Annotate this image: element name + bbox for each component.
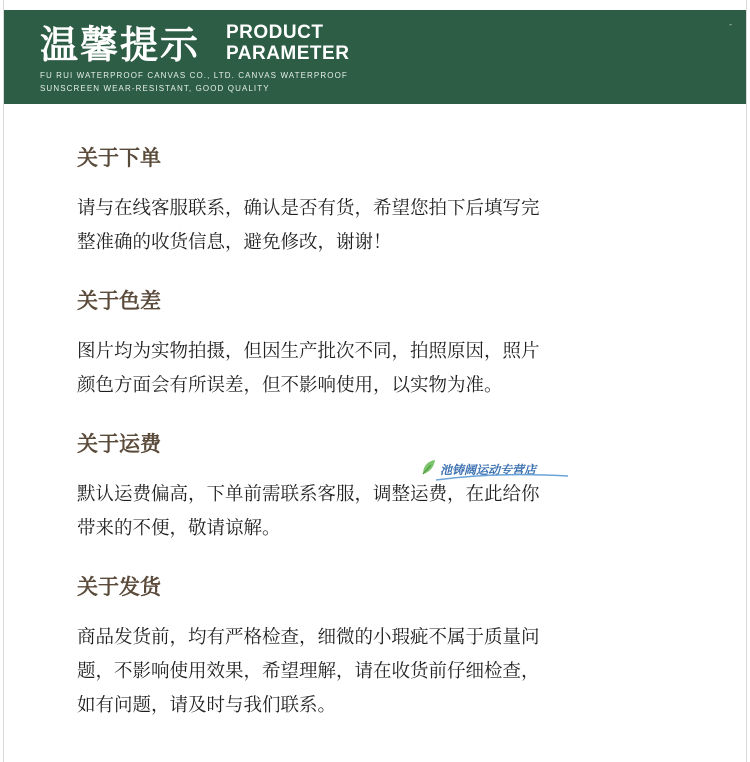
section-line: 颜色方面会有所误差，但不影响使用，以实物为准。 [77,375,503,396]
section-title: 关于运费 [77,432,161,456]
section-line: 商品发货前，均有严格检查，细微的小瑕疵不属于质量问 [77,627,540,648]
section-color-difference [77,283,677,403]
section-line: 整准确的收货信息，避免修改，谢谢！ [77,232,392,253]
section-line: 带来的不便，敬请谅解。 [77,518,281,539]
section-title: 关于下单 [77,146,161,170]
section-line: 如有问题，请及时与我们联系。 [77,695,337,716]
section-body [77,192,677,260]
section-line: 图片均为实物拍摄，但因生产批次不同，拍照原因，照片 [77,341,540,362]
section-title: 关于色差 [77,289,161,313]
banner-corner-mark: - [729,20,732,29]
section-body [77,478,677,546]
section-delivery [77,569,677,723]
banner-title-english-line2: PARAMETER [226,43,350,64]
banner-subtitle-line1: FU RUI WATERPROOF CANVAS CO., LTD. CANVAS WATERPROOF [40,71,348,80]
header-banner [4,10,746,104]
banner-subtitle [40,69,348,95]
banner-title-english [226,22,349,64]
watermark-text: 池铸阔运动专营店 [440,463,537,477]
section-shipping-fee [77,426,677,546]
section-title: 关于发货 [77,575,161,599]
section-body [77,621,677,723]
section-ordering [77,140,677,260]
swoosh-icon [434,472,570,482]
banner-title-chinese: 温馨提示 [40,23,201,67]
store-watermark [420,458,570,482]
section-line: 默认运费偏高，下单前需联系客服，调整运费，在此给你 [77,484,540,505]
notice-content [77,140,677,746]
section-line: 题，不影响使用效果，希望理解，请在收货前仔细检查， [77,661,540,682]
banner-subtitle-line2: SUNSCREEN WEAR-RESISTANT, GOOD QUALITY [40,84,270,93]
section-body [77,335,677,403]
section-line: 请与在线客服联系，确认是否有货，希望您拍下后填写完 [77,198,540,219]
banner-title-english-line1: PRODUCT [226,22,324,43]
